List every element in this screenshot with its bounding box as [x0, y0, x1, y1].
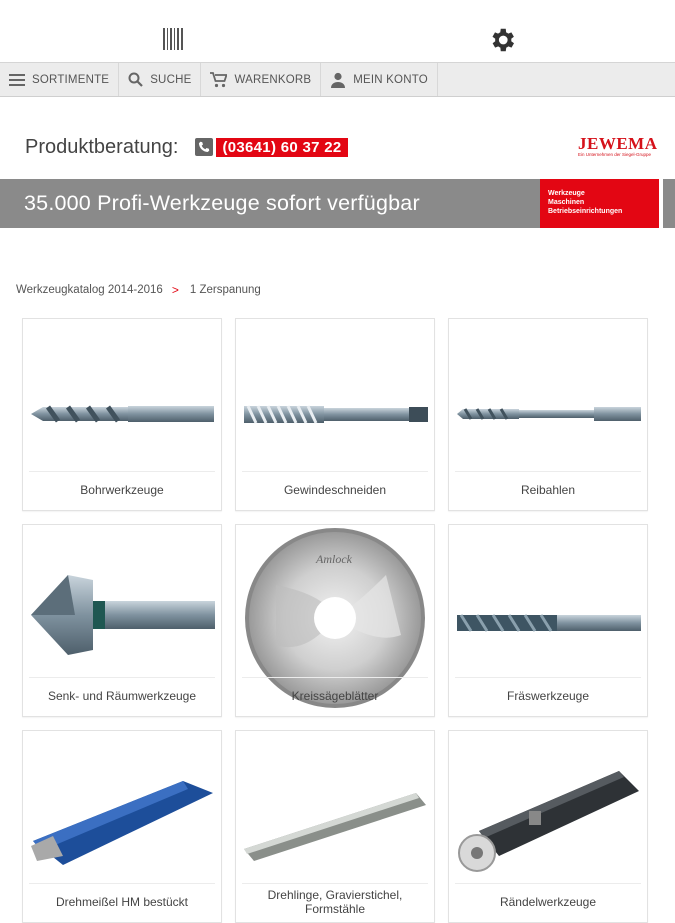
banner-divider [659, 179, 663, 228]
category-label: Rändelwerkzeuge [499, 895, 597, 909]
logo-name: JEWEMA [578, 134, 658, 153]
card-divider [455, 471, 641, 472]
nav-suche-label: SUCHE [150, 73, 192, 86]
nav-warenkorb[interactable] [201, 63, 321, 96]
gear-icon[interactable] [487, 25, 517, 55]
breadcrumb-current: 1 Zerspanung [189, 284, 261, 296]
category-label: Senk- und Räumwerkzeuge [47, 689, 197, 703]
promo-banner[interactable] [0, 179, 675, 228]
card-divider [242, 677, 428, 678]
category-card-fraeswerkzeuge[interactable] [448, 524, 648, 717]
category-card-gewindeschneiden[interactable] [235, 318, 435, 511]
category-card-raendelwerkzeuge[interactable] [448, 730, 648, 923]
breadcrumb [16, 283, 261, 297]
countersink-image [23, 525, 221, 677]
breadcrumb-catalog[interactable]: Werkzeugkatalog 2014-2016 [16, 284, 163, 296]
top-toolbar [0, 0, 675, 62]
category-label: Reibahlen [520, 483, 576, 497]
end-mill-image [449, 525, 647, 677]
card-divider [242, 883, 428, 884]
card-divider [29, 883, 215, 884]
menu-icon [9, 74, 25, 86]
product-consultation [25, 134, 348, 160]
category-label: Gewindeschneiden [283, 483, 387, 497]
category-card-drehlinge[interactable] [235, 730, 435, 923]
card-divider [242, 471, 428, 472]
consultation-label: Produktberatung: [25, 135, 179, 158]
card-divider [29, 677, 215, 678]
breadcrumb-separator: > [171, 283, 179, 297]
banner-line-1: Werkzeuge [548, 190, 585, 197]
category-label: Kreissägeblätter [291, 689, 379, 703]
nav-warenkorb-label: WARENKORB [234, 73, 312, 86]
banner-text: 35.000 Profi-Werkzeuge sofort verfügbar [24, 191, 420, 215]
blade-brand-text: Amlock [316, 552, 352, 566]
reamer-image [449, 319, 647, 471]
turning-tool-image [23, 731, 221, 883]
category-label-line-2: Formstähle [304, 902, 366, 916]
banner-line-2: Maschinen [548, 199, 585, 206]
category-label: Bohrwerkzeuge [80, 483, 164, 497]
cart-icon [210, 72, 227, 88]
nav-sortimente[interactable] [0, 63, 119, 96]
category-card-senk-und-raeumwerkzeuge[interactable] [22, 524, 222, 717]
twist-drill-image [23, 319, 221, 471]
nav-mein-konto[interactable] [321, 63, 438, 96]
tool-bit-image [236, 731, 434, 883]
circular-saw-blade-image [236, 525, 434, 677]
category-label: Drehmeißel HM bestückt [55, 895, 189, 909]
banner-red-box [540, 179, 659, 228]
logo-tagline: Ein Unternehmen der Siegel-Gruppe [578, 152, 652, 157]
banner-line-3: Betriebseinrichtungen [548, 208, 623, 215]
search-icon [128, 72, 143, 87]
card-divider [29, 471, 215, 472]
thread-tap-image [236, 319, 434, 471]
category-card-kreissaegeblaetter[interactable] [235, 524, 435, 717]
nav-mein-konto-label: MEIN KONTO [353, 73, 428, 86]
jewema-logo[interactable] [578, 136, 660, 160]
barcode-icon[interactable] [160, 26, 186, 52]
card-divider [455, 883, 641, 884]
category-label [236, 888, 434, 916]
phone-icon [195, 138, 213, 156]
category-card-reibahlen[interactable] [448, 318, 648, 511]
knurling-tool-image [449, 731, 647, 883]
category-label-line-1: Drehlinge, Gravierstichel, [267, 888, 403, 902]
nav-suche[interactable] [119, 63, 201, 96]
main-nav [0, 62, 675, 97]
category-label: Fräswerkzeuge [506, 689, 590, 703]
phone-number[interactable]: (03641) 60 37 22 [216, 138, 347, 157]
card-divider [455, 677, 641, 678]
category-card-drehmeissel[interactable] [22, 730, 222, 923]
nav-sortimente-label: SORTIMENTE [32, 73, 110, 86]
category-card-bohrwerkzeuge[interactable] [22, 318, 222, 511]
user-icon [330, 72, 346, 88]
